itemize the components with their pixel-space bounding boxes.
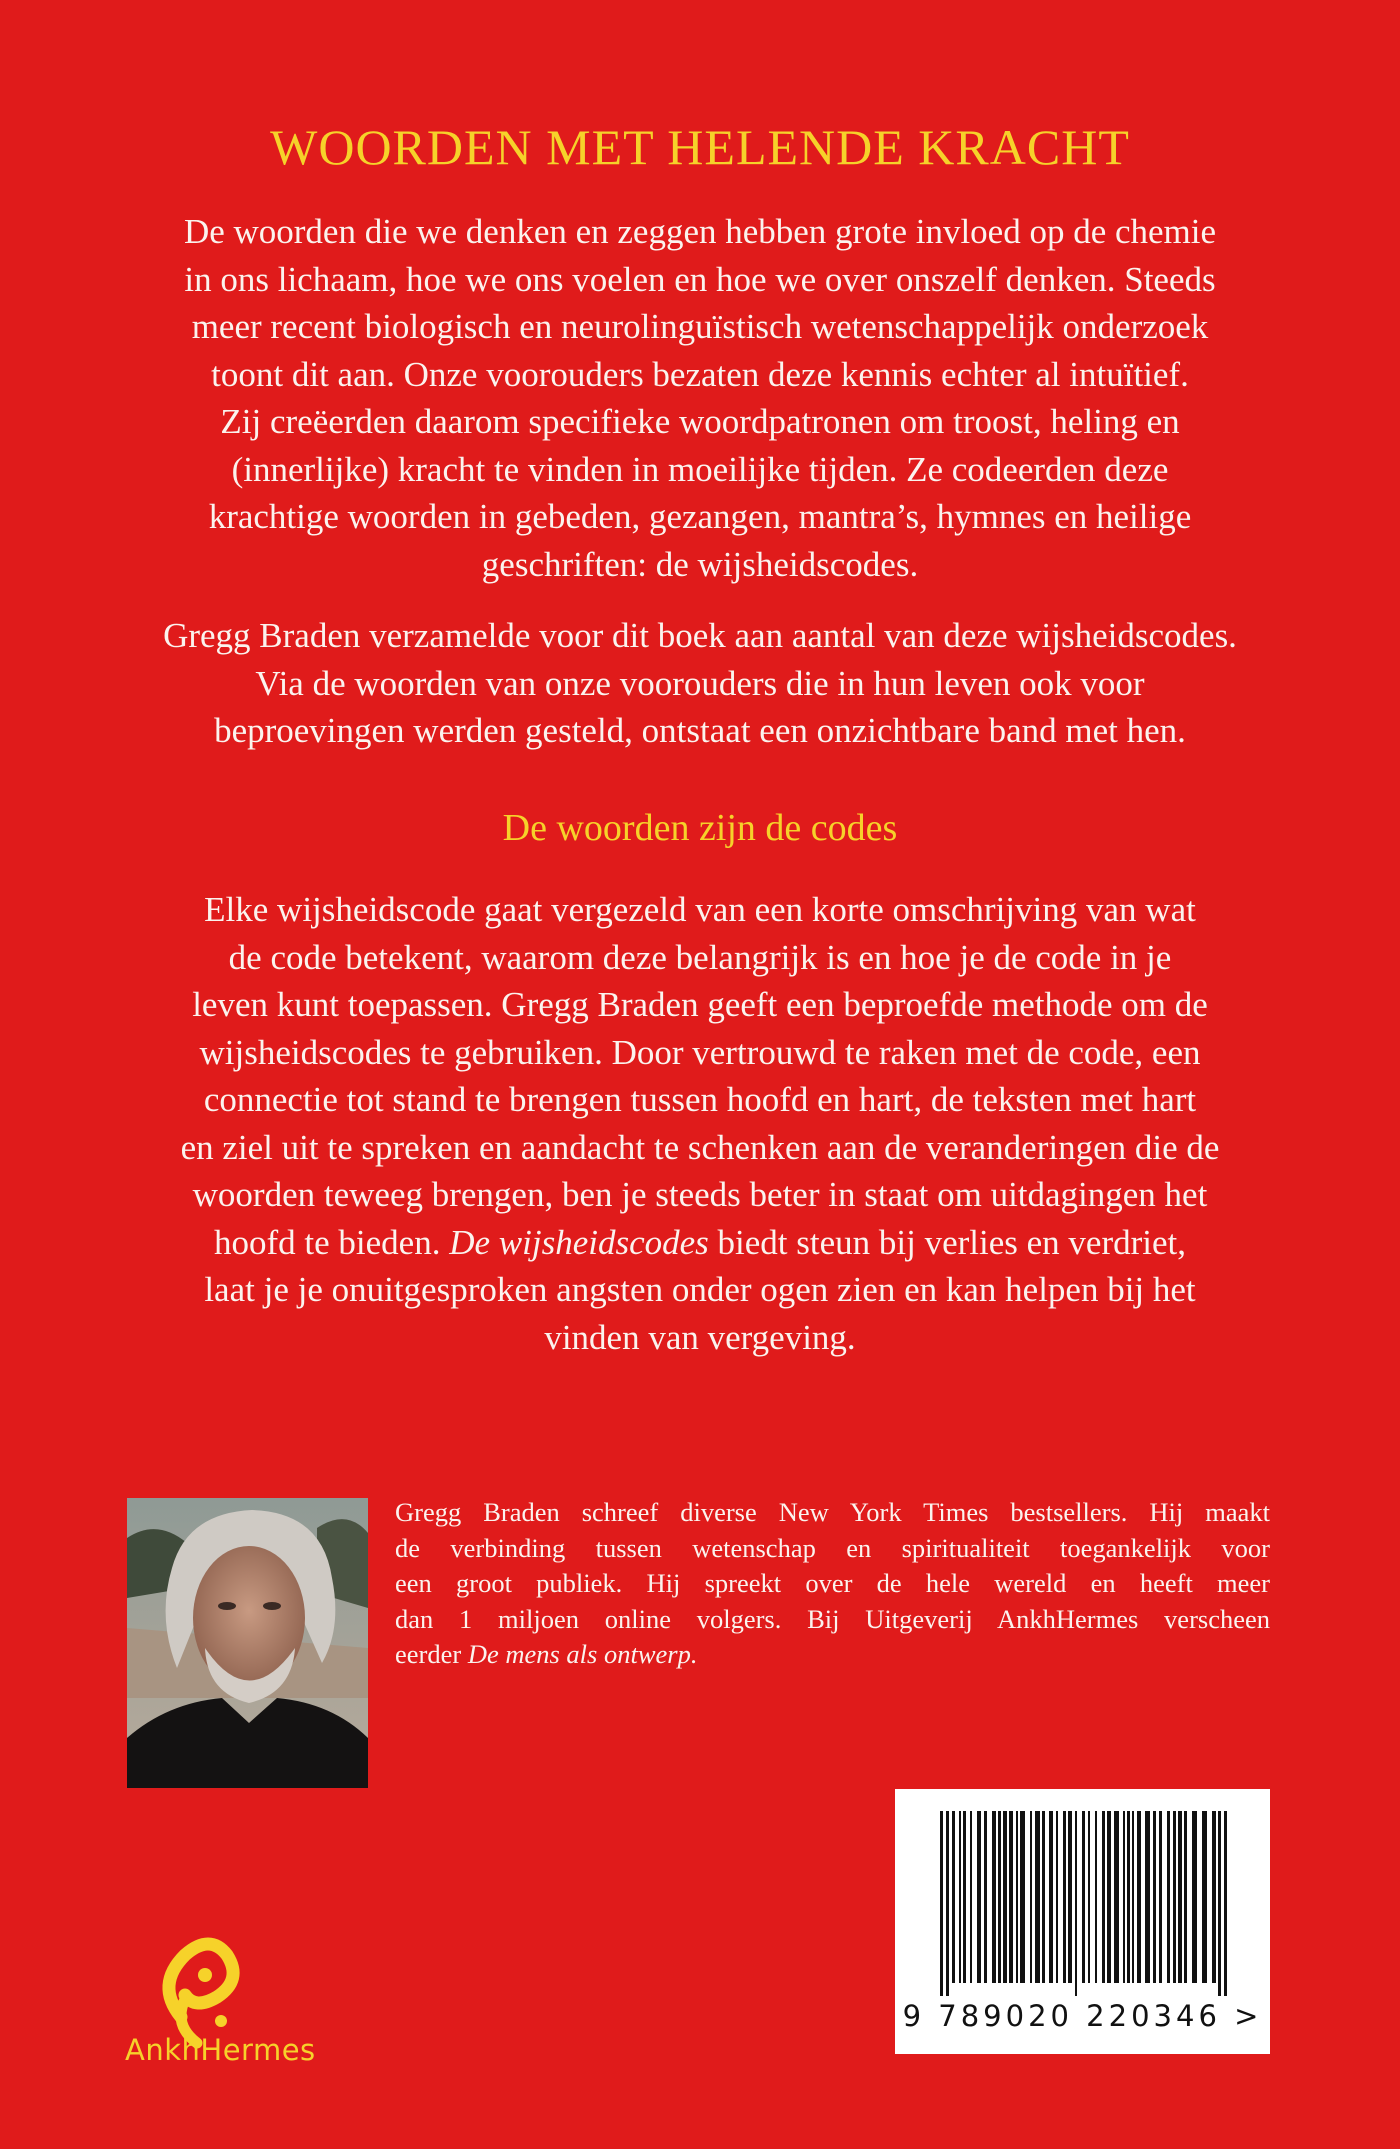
text-fragment: eerder xyxy=(395,1639,468,1669)
section-subheading: De woorden zijn de codes xyxy=(502,807,898,849)
author-photo xyxy=(127,1498,368,1788)
method-paragraph xyxy=(120,886,1280,1361)
isbn-barcode xyxy=(895,1789,1270,2054)
text-line: Elke wijsheidscode gaat vergezeld van een korte omschrijving van wat xyxy=(204,890,1196,929)
text-line: Zij creëerden daarom specifieke woordpatronen om troost, heling en xyxy=(220,402,1180,441)
text-line: Gregg Braden schreef diverse New York Times bestsellers. Hij maakt xyxy=(395,1497,1270,1527)
text-line: de verbinding tussen wetenschap en spiritualiteit toegankelijk voor xyxy=(395,1532,1270,1563)
text-line: geschriften: de wijsheidscodes. xyxy=(481,544,919,584)
text-line: wijsheidscodes te gebruiken. Door vertrouwd te raken met de code, een xyxy=(199,1032,1201,1072)
text-line: dan 1 miljoen online volgers. Bij Uitgeverij AnkhHermes verscheen xyxy=(395,1603,1270,1634)
text-line: Via de woorden van onze voorouders die in hun leven ook voor xyxy=(255,663,1145,703)
text-line: in ons lichaam, hoe we ons voelen en hoe we over onszelf denken. Steeds xyxy=(184,259,1216,299)
text-fragment: biedt steun bij verlies en verdriet, xyxy=(708,1222,1186,1262)
text-line: de code betekent, waarom deze belangrijk is en hoe je de code in je xyxy=(228,937,1172,977)
text-line: De woorden die we denken en zeggen hebben grote invloed op de chemie xyxy=(183,212,1217,251)
text-line: een groot publiek. Hij spreekt over de hele wereld en heeft meer xyxy=(395,1568,1270,1598)
isbn-number: 9 789020 220346 > xyxy=(902,1999,1263,2033)
text-line: connectie tot stand te brengen tussen hoofd en hart, de teksten met hart xyxy=(203,1080,1197,1119)
text-line: krachtige woorden in gebeden, gezangen, mantra’s, hymnes en heilige xyxy=(208,497,1192,536)
text-line: woorden teweeg brengen, ben je steeds beter in staat om uitdagingen het xyxy=(192,1175,1208,1214)
text-line: beproevingen werden gesteld, ontstaat een onzichtbare band met hen. xyxy=(214,711,1186,750)
text-line: Gregg Braden verzamelde voor dit boek aan aantal van deze wijsheidscodes. xyxy=(163,616,1237,655)
text-line xyxy=(120,1219,1280,1267)
intro-paragraph xyxy=(120,208,1280,588)
text-fragment: hoofd te bieden. xyxy=(214,1222,450,1262)
text-line: vinden van vergeving. xyxy=(544,1317,856,1357)
text-line xyxy=(395,1637,1270,1673)
text-line: laat je je onuitgesproken angsten onder ogen zien en kan helpen bij het xyxy=(204,1270,1196,1309)
text-line: toont dit aan. Onze voorouders bezaten deze kennis echter al intuïtief. xyxy=(211,354,1189,394)
text-line: leven kunt toepassen. Gregg Braden geeft een beproefde methode om de xyxy=(192,985,1208,1024)
author-bio xyxy=(395,1495,1270,1673)
collection-paragraph xyxy=(120,612,1280,755)
publisher-name: AnkhHermes xyxy=(125,2033,316,2067)
book-title-italic: De wijsheidscodes xyxy=(449,1222,709,1262)
text-line: en ziel uit te spreken en aandacht te schenken aan de veranderingen die de xyxy=(180,1127,1220,1167)
text-line: meer recent biologisch en neurolinguïstisch wetenschappelijk onderzoek xyxy=(191,307,1209,346)
book-title-italic: De mens als ontwerp. xyxy=(467,1639,698,1669)
cover-heading: WOORDEN MET HELENDE KRACHT xyxy=(270,119,1130,175)
text-line: (innerlijke) kracht te vinden in moeilijke tijden. Ze codeerden deze xyxy=(231,449,1169,489)
